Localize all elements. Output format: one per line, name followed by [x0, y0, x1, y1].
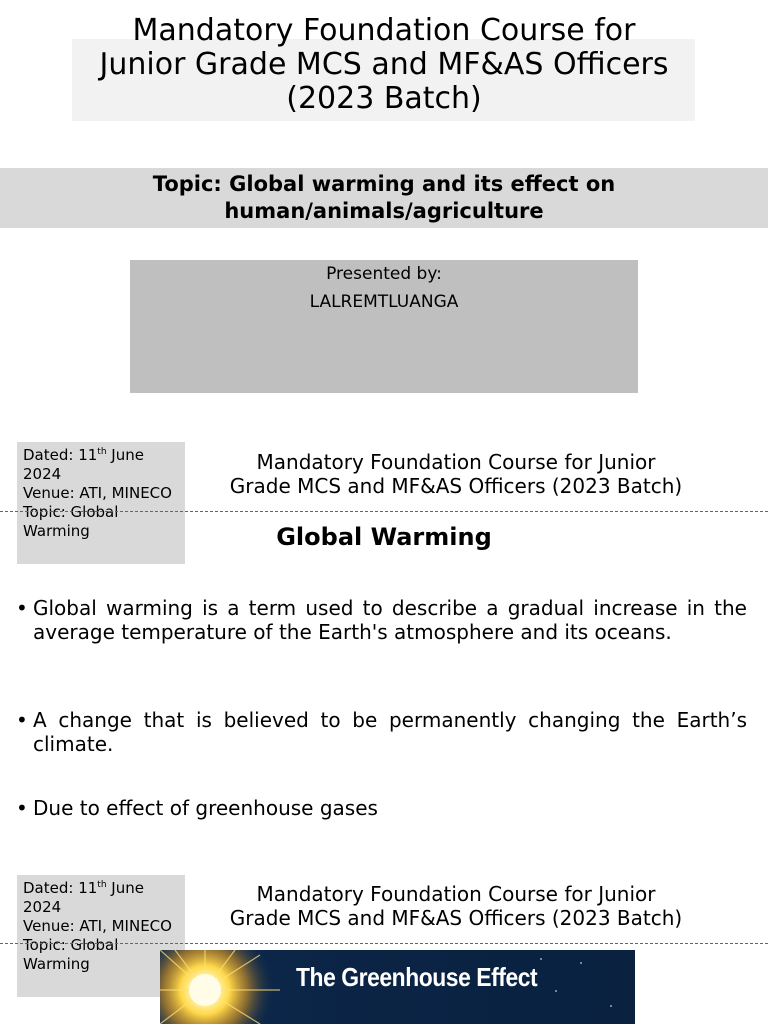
bullet-text: Global warming is a term used to describe a gradual increase in the average temperature of the Earth's atmosphere and its oceans. — [33, 596, 747, 644]
date-superscript: th — [97, 447, 107, 457]
header-divider — [0, 511, 768, 512]
presenter-box — [130, 260, 638, 393]
star-dot — [555, 990, 557, 992]
topic-band — [0, 168, 768, 228]
course-title: Mandatory Foundation Course for Junior Grade MCS and MF&AS Officers (2023 Batch) — [99, 13, 669, 116]
date-suffix: June 2024 — [23, 446, 144, 483]
venue-line: Venue: ATI, MINECO — [23, 917, 172, 935]
star-dot — [580, 962, 582, 964]
topic-text: Topic: Global warming and its effect on human/animals/agriculture — [152, 172, 616, 223]
star-dot — [540, 958, 542, 960]
bullet-text: A change that is believed to be permanently changing the Earth’s climate. — [33, 708, 747, 756]
bullet-item — [16, 708, 747, 756]
bullet-text: Due to effect of greenhouse gases — [33, 796, 378, 820]
bullet-item — [16, 796, 747, 820]
date-prefix: Dated: 11 — [23, 879, 98, 897]
topic-line: Topic: Global Warming — [23, 936, 119, 973]
star-dot — [610, 1005, 612, 1007]
presenter-name: LALREMTLUANGA — [309, 292, 459, 312]
presented-by-label: Presented by: — [326, 264, 442, 284]
slide-header-title: Mandatory Foundation Course for Junior Grade MCS and MF&AS Officers (2023 Batch) — [229, 450, 683, 498]
bullet-dot: • — [16, 796, 28, 820]
topic-line: Topic: Global Warming — [23, 503, 119, 540]
slide-header-title: Mandatory Foundation Course for Junior Grade MCS and MF&AS Officers (2023 Batch) — [229, 882, 683, 930]
bullet-item — [16, 596, 747, 644]
date-suffix: June 2024 — [23, 879, 144, 916]
greenhouse-banner-title: The Greenhouse Effect — [296, 962, 538, 992]
venue-line: Venue: ATI, MINECO — [23, 484, 172, 502]
header-divider — [0, 943, 768, 944]
greenhouse-effect-banner — [160, 950, 635, 1024]
date-line — [23, 446, 179, 484]
date-prefix: Dated: 11 — [23, 446, 98, 464]
slide-title: Global Warming — [276, 523, 492, 551]
date-line — [23, 879, 179, 917]
bullet-dot: • — [16, 596, 28, 620]
date-superscript: th — [97, 880, 107, 890]
sun-icon — [160, 950, 290, 1024]
bullet-dot: • — [16, 708, 28, 732]
